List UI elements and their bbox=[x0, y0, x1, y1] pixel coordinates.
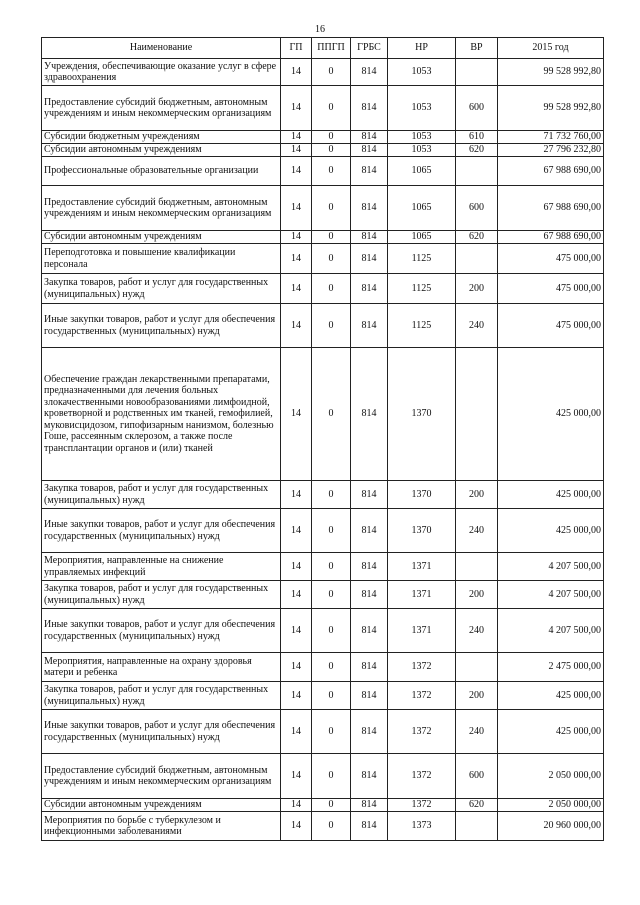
row-nr: 1372 bbox=[388, 754, 456, 799]
row-nr: 1125 bbox=[388, 304, 456, 348]
row-vr: 240 bbox=[456, 304, 498, 348]
row-nr: 1372 bbox=[388, 682, 456, 710]
row-ppgp: 0 bbox=[312, 710, 351, 754]
table-row bbox=[42, 553, 604, 581]
row-nr: 1372 bbox=[388, 799, 456, 812]
row-name: Переподготовка и повышение квалификации персонала bbox=[42, 244, 281, 274]
table-row bbox=[42, 509, 604, 553]
table-row bbox=[42, 59, 604, 86]
table-row bbox=[42, 157, 604, 186]
row-gp: 14 bbox=[281, 59, 312, 86]
row-nr: 1371 bbox=[388, 609, 456, 653]
row-grbs: 814 bbox=[351, 144, 388, 157]
row-gp: 14 bbox=[281, 244, 312, 274]
table-row bbox=[42, 186, 604, 231]
row-vr: 620 bbox=[456, 144, 498, 157]
row-amount: 425 000,00 bbox=[498, 682, 604, 710]
table-row bbox=[42, 86, 604, 131]
row-amount: 2 475 000,00 bbox=[498, 653, 604, 682]
row-vr: 620 bbox=[456, 231, 498, 244]
row-name: Мероприятия, направленные на охрану здоровья матери и ребенка bbox=[42, 653, 281, 682]
table-row bbox=[42, 812, 604, 841]
row-vr bbox=[456, 653, 498, 682]
row-grbs: 814 bbox=[351, 244, 388, 274]
row-nr: 1125 bbox=[388, 274, 456, 304]
row-ppgp: 0 bbox=[312, 609, 351, 653]
row-nr: 1053 bbox=[388, 131, 456, 144]
row-ppgp: 0 bbox=[312, 553, 351, 581]
row-ppgp: 0 bbox=[312, 231, 351, 244]
row-amount: 4 207 500,00 bbox=[498, 553, 604, 581]
row-vr: 240 bbox=[456, 609, 498, 653]
row-gp: 14 bbox=[281, 231, 312, 244]
row-grbs: 814 bbox=[351, 799, 388, 812]
row-name: Иные закупки товаров, работ и услуг для обеспечения государственных (муниципальных) нужд bbox=[42, 304, 281, 348]
row-ppgp: 0 bbox=[312, 274, 351, 304]
row-name: Обеспечение граждан лекарственными препаратами, предназначенными для лечения больных злокачественными новообразованиями лимфоидной, кроветворной и родственных им тканей, гемофилией, муковисцидозом, гипофизарным нанизмом, болезнью Гоше, рассеянным склерозом, а также после трансплантации органов и (или) тканей bbox=[42, 348, 281, 481]
row-amount: 2 050 000,00 bbox=[498, 754, 604, 799]
row-nr: 1065 bbox=[388, 157, 456, 186]
row-grbs: 814 bbox=[351, 653, 388, 682]
header-name: Наименование bbox=[42, 38, 281, 59]
row-grbs: 814 bbox=[351, 710, 388, 754]
row-ppgp: 0 bbox=[312, 131, 351, 144]
row-ppgp: 0 bbox=[312, 754, 351, 799]
row-nr: 1053 bbox=[388, 144, 456, 157]
row-vr bbox=[456, 812, 498, 841]
table-row bbox=[42, 653, 604, 682]
row-vr: 200 bbox=[456, 682, 498, 710]
row-gp: 14 bbox=[281, 157, 312, 186]
row-amount: 425 000,00 bbox=[498, 481, 604, 509]
budget-table bbox=[41, 37, 604, 841]
table-row bbox=[42, 131, 604, 144]
row-gp: 14 bbox=[281, 348, 312, 481]
table-row bbox=[42, 682, 604, 710]
row-grbs: 814 bbox=[351, 348, 388, 481]
row-nr: 1065 bbox=[388, 186, 456, 231]
header-vr: ВР bbox=[456, 38, 498, 59]
row-ppgp: 0 bbox=[312, 812, 351, 841]
row-vr: 240 bbox=[456, 710, 498, 754]
row-amount: 67 988 690,00 bbox=[498, 231, 604, 244]
row-ppgp: 0 bbox=[312, 799, 351, 812]
row-nr: 1125 bbox=[388, 244, 456, 274]
row-gp: 14 bbox=[281, 609, 312, 653]
header-gp: ГП bbox=[281, 38, 312, 59]
row-grbs: 814 bbox=[351, 581, 388, 609]
row-ppgp: 0 bbox=[312, 157, 351, 186]
row-grbs: 814 bbox=[351, 609, 388, 653]
row-vr: 200 bbox=[456, 274, 498, 304]
row-gp: 14 bbox=[281, 274, 312, 304]
table-row bbox=[42, 304, 604, 348]
row-grbs: 814 bbox=[351, 812, 388, 841]
row-vr bbox=[456, 553, 498, 581]
row-amount: 20 960 000,00 bbox=[498, 812, 604, 841]
row-vr bbox=[456, 59, 498, 86]
row-vr: 600 bbox=[456, 186, 498, 231]
row-vr: 200 bbox=[456, 481, 498, 509]
row-nr: 1371 bbox=[388, 553, 456, 581]
row-grbs: 814 bbox=[351, 682, 388, 710]
row-ppgp: 0 bbox=[312, 682, 351, 710]
row-vr bbox=[456, 244, 498, 274]
row-amount: 99 528 992,80 bbox=[498, 86, 604, 131]
row-name: Предоставление субсидий бюджетным, автономным учреждениям и иным некоммерческим организациям bbox=[42, 186, 281, 231]
row-name: Мероприятия, направленные на снижение управляемых инфекций bbox=[42, 553, 281, 581]
header-year: 2015 год bbox=[498, 38, 604, 59]
row-grbs: 814 bbox=[351, 186, 388, 231]
row-gp: 14 bbox=[281, 144, 312, 157]
row-amount: 4 207 500,00 bbox=[498, 581, 604, 609]
row-name: Субсидии автономным учреждениям bbox=[42, 799, 281, 812]
row-gp: 14 bbox=[281, 799, 312, 812]
row-vr: 610 bbox=[456, 131, 498, 144]
row-name: Иные закупки товаров, работ и услуг для обеспечения государственных (муниципальных) нужд bbox=[42, 509, 281, 553]
row-nr: 1371 bbox=[388, 581, 456, 609]
header-nr: НР bbox=[388, 38, 456, 59]
header-grbs: ГРБС bbox=[351, 38, 388, 59]
row-name: Иные закупки товаров, работ и услуг для обеспечения государственных (муниципальных) нужд bbox=[42, 609, 281, 653]
row-vr bbox=[456, 348, 498, 481]
header-ppgp: ППГП bbox=[312, 38, 351, 59]
row-amount: 425 000,00 bbox=[498, 710, 604, 754]
row-nr: 1370 bbox=[388, 509, 456, 553]
row-grbs: 814 bbox=[351, 509, 388, 553]
row-grbs: 814 bbox=[351, 754, 388, 799]
table-row bbox=[42, 609, 604, 653]
row-nr: 1372 bbox=[388, 710, 456, 754]
row-gp: 14 bbox=[281, 682, 312, 710]
row-amount: 475 000,00 bbox=[498, 274, 604, 304]
row-name: Учреждения, обеспечивающие оказание услуг в сфере здравоохранения bbox=[42, 59, 281, 86]
row-nr: 1370 bbox=[388, 481, 456, 509]
row-name: Закупка товаров, работ и услуг для государственных (муниципальных) нужд bbox=[42, 581, 281, 609]
row-ppgp: 0 bbox=[312, 581, 351, 609]
row-ppgp: 0 bbox=[312, 509, 351, 553]
row-vr bbox=[456, 157, 498, 186]
row-grbs: 814 bbox=[351, 131, 388, 144]
row-gp: 14 bbox=[281, 481, 312, 509]
row-ppgp: 0 bbox=[312, 144, 351, 157]
row-ppgp: 0 bbox=[312, 186, 351, 231]
row-name: Иные закупки товаров, работ и услуг для обеспечения государственных (муниципальных) нужд bbox=[42, 710, 281, 754]
row-vr: 240 bbox=[456, 509, 498, 553]
row-ppgp: 0 bbox=[312, 304, 351, 348]
row-grbs: 814 bbox=[351, 231, 388, 244]
row-gp: 14 bbox=[281, 754, 312, 799]
table-row bbox=[42, 799, 604, 812]
table-row bbox=[42, 710, 604, 754]
row-vr: 200 bbox=[456, 581, 498, 609]
row-name: Субсидии автономным учреждениям bbox=[42, 144, 281, 157]
row-ppgp: 0 bbox=[312, 86, 351, 131]
row-amount: 425 000,00 bbox=[498, 348, 604, 481]
table-row bbox=[42, 231, 604, 244]
row-amount: 67 988 690,00 bbox=[498, 157, 604, 186]
row-vr: 620 bbox=[456, 799, 498, 812]
row-nr: 1372 bbox=[388, 653, 456, 682]
row-nr: 1373 bbox=[388, 812, 456, 841]
table-row bbox=[42, 581, 604, 609]
row-nr: 1053 bbox=[388, 59, 456, 86]
row-ppgp: 0 bbox=[312, 481, 351, 509]
row-name: Предоставление субсидий бюджетным, автономным учреждениям и иным некоммерческим организациям bbox=[42, 86, 281, 131]
row-gp: 14 bbox=[281, 304, 312, 348]
row-grbs: 814 bbox=[351, 274, 388, 304]
row-nr: 1065 bbox=[388, 231, 456, 244]
row-name: Субсидии автономным учреждениям bbox=[42, 231, 281, 244]
row-name: Предоставление субсидий бюджетным, автономным учреждениям и иным некоммерческим организациям bbox=[42, 754, 281, 799]
row-amount: 99 528 992,80 bbox=[498, 59, 604, 86]
row-grbs: 814 bbox=[351, 481, 388, 509]
row-gp: 14 bbox=[281, 710, 312, 754]
row-grbs: 814 bbox=[351, 553, 388, 581]
row-vr: 600 bbox=[456, 754, 498, 799]
row-amount: 475 000,00 bbox=[498, 304, 604, 348]
row-gp: 14 bbox=[281, 131, 312, 144]
row-name: Закупка товаров, работ и услуг для государственных (муниципальных) нужд bbox=[42, 682, 281, 710]
row-grbs: 814 bbox=[351, 59, 388, 86]
table-row bbox=[42, 481, 604, 509]
row-amount: 2 050 000,00 bbox=[498, 799, 604, 812]
table-row bbox=[42, 754, 604, 799]
row-gp: 14 bbox=[281, 653, 312, 682]
row-amount: 425 000,00 bbox=[498, 509, 604, 553]
row-name: Профессиональные образовательные организации bbox=[42, 157, 281, 186]
row-gp: 14 bbox=[281, 86, 312, 131]
row-grbs: 814 bbox=[351, 304, 388, 348]
row-amount: 4 207 500,00 bbox=[498, 609, 604, 653]
row-gp: 14 bbox=[281, 812, 312, 841]
row-name: Закупка товаров, работ и услуг для государственных (муниципальных) нужд bbox=[42, 481, 281, 509]
row-name: Мероприятия по борьбе с туберкулезом и инфекционными заболеваниями bbox=[42, 812, 281, 841]
row-ppgp: 0 bbox=[312, 244, 351, 274]
table-row bbox=[42, 244, 604, 274]
row-ppgp: 0 bbox=[312, 59, 351, 86]
row-gp: 14 bbox=[281, 553, 312, 581]
row-vr: 600 bbox=[456, 86, 498, 131]
row-nr: 1053 bbox=[388, 86, 456, 131]
table-row bbox=[42, 144, 604, 157]
table-row bbox=[42, 274, 604, 304]
row-name: Закупка товаров, работ и услуг для государственных (муниципальных) нужд bbox=[42, 274, 281, 304]
table-header-row bbox=[42, 38, 604, 59]
row-amount: 475 000,00 bbox=[498, 244, 604, 274]
row-amount: 27 796 232,80 bbox=[498, 144, 604, 157]
row-gp: 14 bbox=[281, 186, 312, 231]
row-ppgp: 0 bbox=[312, 348, 351, 481]
row-name: Субсидии бюджетным учреждениям bbox=[42, 131, 281, 144]
row-grbs: 814 bbox=[351, 157, 388, 186]
row-ppgp: 0 bbox=[312, 653, 351, 682]
row-amount: 67 988 690,00 bbox=[498, 186, 604, 231]
page-number: 16 bbox=[315, 24, 325, 35]
row-nr: 1370 bbox=[388, 348, 456, 481]
row-grbs: 814 bbox=[351, 86, 388, 131]
row-gp: 14 bbox=[281, 509, 312, 553]
row-amount: 71 732 760,00 bbox=[498, 131, 604, 144]
row-gp: 14 bbox=[281, 581, 312, 609]
table-row bbox=[42, 348, 604, 481]
